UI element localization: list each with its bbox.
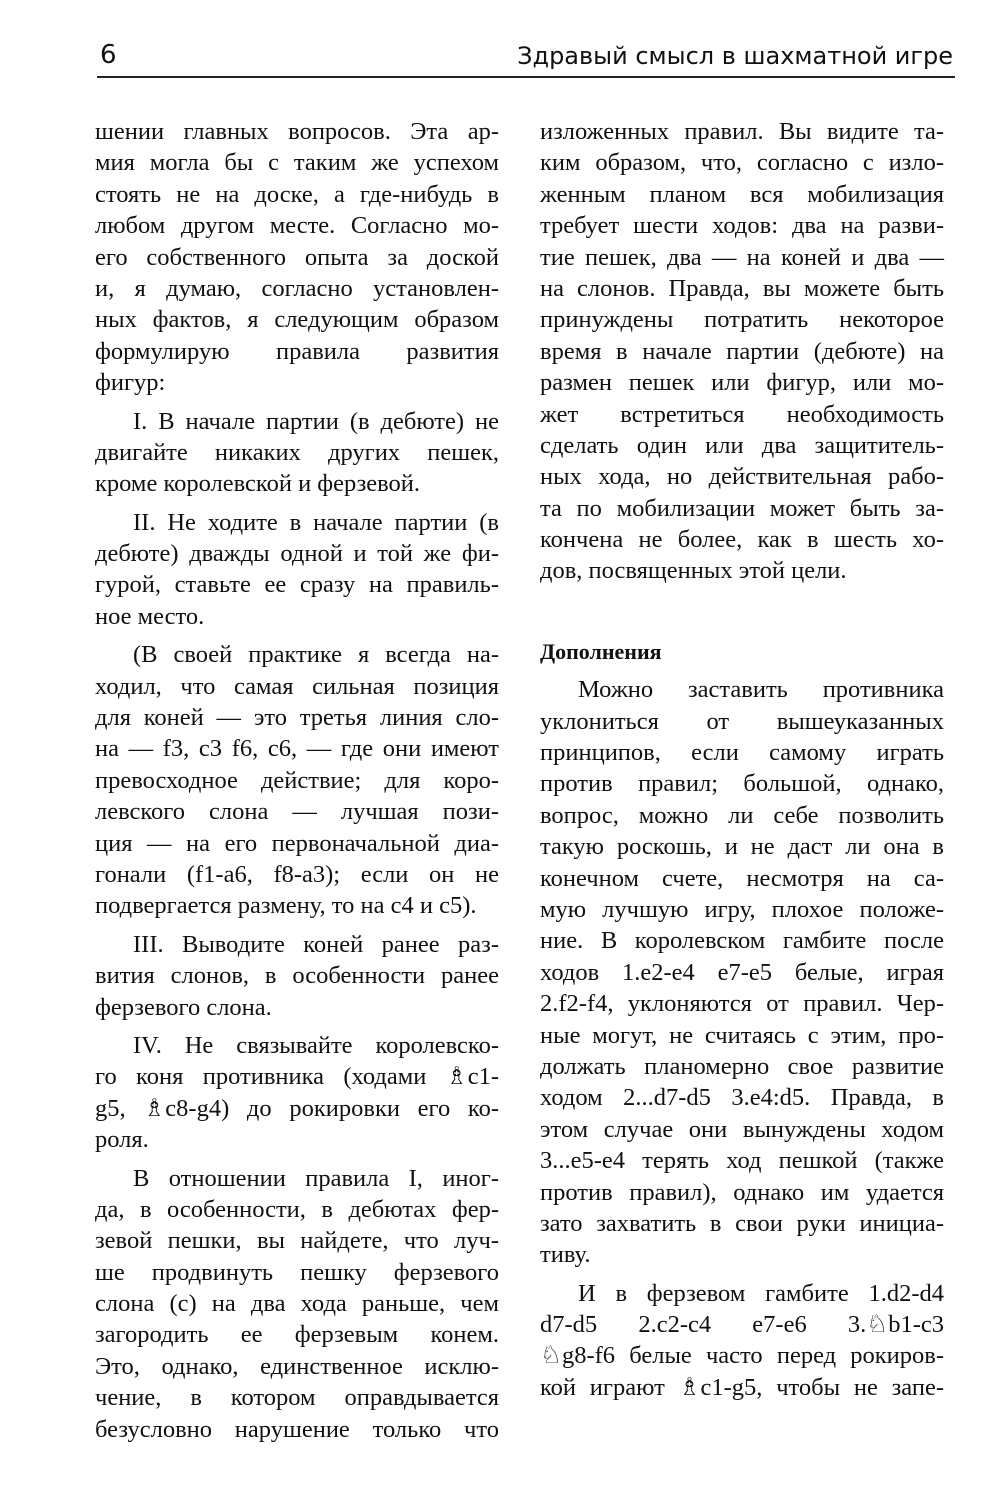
text-line: ше продвинуть пешку ферзевого [95,1258,499,1286]
text-line: В отношении правила I, иног- [133,1164,499,1192]
text-line: должать планомерно свое развитие [540,1052,944,1080]
text-line: Можно заставить противника [578,676,944,704]
text-line: ферзевого слона. [95,993,272,1021]
text-line: его собственного опыта за доской [95,243,499,271]
paragraph [95,1030,499,1156]
text-line: зато захватить в свои руки инициа- [540,1209,944,1237]
text-line: ция — на его первоначальной диа- [95,829,499,857]
paragraph [95,1163,499,1446]
text-line: уклониться от вышеуказанных [540,707,944,735]
paragraph [95,406,499,500]
text-line: стоять не на доске, а где-нибудь в [95,180,499,208]
text-line: чение, в котором оправдывается [95,1384,499,1412]
text-line: II. Не ходите в начале партии (в [133,508,499,536]
text-line: мия могла бы с таким же успехом [95,149,499,177]
text-line: такую роскошь, и не даст ли она в [540,833,944,861]
text-line: ходов 1.e2-e4 e7-e5 белые, играя [540,958,944,986]
text-line: I. В начале партии (в дебюте) не [133,407,499,435]
text-line: ные могут, не считаясь с этим, про- [540,1021,944,1049]
text-line: фигур: [95,369,166,397]
text-line: дебюте) дважды одной и той же фи- [95,540,499,568]
text-line: против правил), однако им удается [540,1178,944,1206]
section-heading: Дополнения [540,638,662,664]
text-line: подвергается размену, то на с4 и с5). [95,892,477,920]
text-line: сделать один или два защититель- [540,431,944,459]
text-line: на слонов. Правда, вы можете быть [540,274,944,302]
text-line: вопрос, можно ли себе позволить [540,801,944,829]
text-line: Это, однако, единственное исклю- [95,1352,499,1380]
text-line: го коня противника (ходами ♗c1- [95,1063,499,1091]
paragraph [540,116,944,587]
paragraph [95,929,499,1023]
text-line: для коней — это третья линия сло- [95,704,499,732]
text-line: 2.f2-f4, уклоняются от правил. Чер- [540,990,944,1018]
text-line: зевой пешки, вы найдете, что луч- [95,1227,499,1255]
text-line: да, в особенности, в дебютах фер- [95,1195,499,1223]
paragraph [95,639,499,922]
text-line: против правил; большой, однако, [540,770,944,798]
text-line: формулирую правила развития [95,337,499,365]
text-line: g5, ♗c8-g4) до рокировки его ко- [95,1094,499,1122]
text-line: любом другом месте. Согласно мо- [95,212,499,240]
page-number: 6 [100,40,117,70]
text-line: вития слонов, в особенности ранее [95,962,499,990]
text-line: время в начале партии (дебюте) на [540,337,944,365]
text-line: размен пешек или фигур, или мо- [540,369,944,397]
text-line: дов, посвященных этой цели. [540,557,847,585]
text-line: женным планом вся мобилизация [540,180,944,208]
text-line: двигайте никаких других пешек, [95,438,499,466]
left-column [95,116,499,1445]
text-line: жет встретиться необходимость [540,400,944,428]
text-line: загородить ее ферзевым конем. [95,1321,499,1349]
text-line: превосходное действие; для коро- [95,766,499,794]
paragraph [95,116,499,399]
text-line: безусловно нарушение только что [95,1415,499,1443]
text-line: ♘g8-f6 белые часто перед рокиров- [540,1342,944,1370]
running-title: Здравый смысл в шахматной игре [517,42,953,70]
text-line: мую лучшую игру, плохое положе- [540,895,944,923]
text-line: ное место. [95,602,205,630]
text-line: кроме королевской и ферзевой. [95,470,421,498]
text-line: ных хода, но действительная рабо- [540,463,944,491]
text-line: d7-d5 2.c2-c4 e7-e6 3.♘b1-c3 [540,1311,944,1339]
text-line: этом случае они вынуждены ходом [540,1115,944,1143]
text-line: 3...e5-e4 терять ход пешкой (также [540,1147,944,1175]
text-line: левского слона — лучшая пози- [95,798,499,826]
text-line: IV. Не связывайте королевско- [133,1031,499,1059]
text-line: ходом 2...d7-d5 3.e4:d5. Правда, в [540,1084,944,1112]
text-line: шении главных вопросов. Эта ар- [95,118,499,145]
text-line: и, я думаю, согласно установлен- [95,274,499,302]
running-header [97,36,955,78]
text-line: слона (с) на два хода раньше, чем [95,1290,499,1318]
text-line: роля. [95,1126,149,1154]
text-line: ким образом, что, согласно с изло- [540,149,944,177]
text-line: требует шести ходов: два на разви- [540,212,944,240]
text-line: III. Выводите коней ранее раз- [133,930,499,958]
text-line: И в ферзевом гамбите 1.d2-d4 [578,1279,944,1307]
right-column [540,116,944,1403]
text-line: ние. В королевском гамбите после [540,927,944,955]
text-line: гонали (f1-a6, f8-a3); если он не [95,860,499,888]
text-line: тиву. [540,1241,591,1269]
text-line: конечном счете, несмотря на са- [540,864,944,892]
text-line: (В своей практике я всегда на- [133,641,499,669]
text-line: кончена не более, как в шесть хо- [540,526,944,554]
text-line: ных фактов, я следующим образом [95,306,499,334]
text-line: ходил, что самая сильная позиция [95,672,499,700]
text-line: на — f3, c3 f6, c6, — где они имеют [95,735,499,763]
text-line: изложенных правил. Вы видите та- [540,118,944,145]
paragraph [540,1278,944,1404]
text-line: та по мобилизации может быть за- [540,494,944,522]
text-line: кой играют ♗c1-g5, чтобы не запе- [540,1373,944,1401]
text-line: принципов, если самому играть [540,739,944,767]
text-line: гурой, ставьте ее сразу на правиль- [95,571,499,599]
paragraph [540,674,944,1270]
paragraph [95,507,499,633]
text-line: принуждены потратить некоторое [540,306,944,334]
text-line: тие пешек, два — на коней и два — [540,243,944,271]
